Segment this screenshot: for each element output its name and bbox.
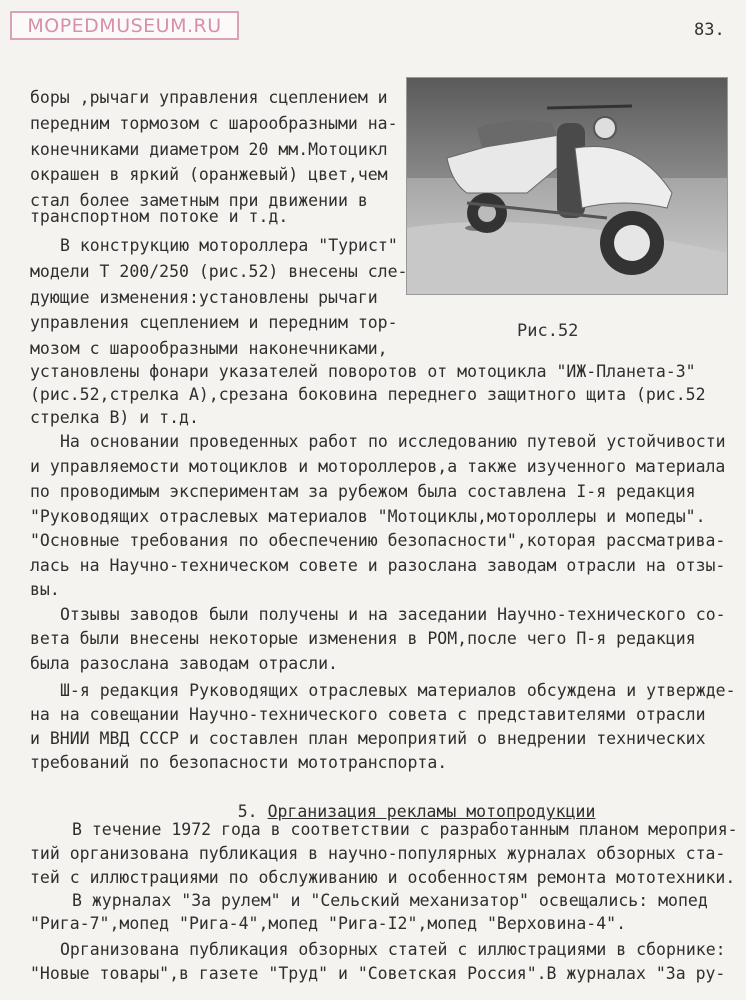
text-line: "Рига-7",мопед "Рига-4",мопед "Рига-I2",мопед "Верховина-4". <box>30 914 627 933</box>
text-line: и ВНИИ МВД СССР и составлен план мероприятий о внедрении технических <box>30 729 706 748</box>
text-line: вы. <box>30 580 60 599</box>
page-number: 83. <box>694 20 725 40</box>
text-line: В течение 1972 года в соответствии с разработанным планом мероприя- <box>72 820 738 839</box>
text-line: Организована публикация обзорных статей с иллюстрациями в сборнике: <box>60 940 726 959</box>
text-line: боры ,рычаги управления сцеплением и <box>30 88 388 107</box>
watermark-logo <box>10 11 239 40</box>
text-line: дующие изменения:установлены рычаги <box>30 288 378 307</box>
text-line: Отзывы заводов были получены и на заседании Научно-технического со- <box>60 605 726 624</box>
text-line: стрелка В) и т.д. <box>30 408 199 427</box>
text-line: В конструкцию мотороллера "Турист" <box>60 236 398 255</box>
text-line: требований по безопасности мототранспорта. <box>30 753 448 772</box>
text-line: по проводимым экспериментам за рубежом была составлена I-я редакция <box>30 482 696 501</box>
text-line: "Новые товары",в газете "Труд" и "Советская Россия".В журналах "За ру- <box>30 964 726 983</box>
text-line: "Руководящих отраслевых материалов "Мотоциклы,мотороллеры и мопеды". <box>30 507 706 526</box>
text-line: мозом с шарообразными наконечниками, <box>30 339 388 358</box>
text-line: тей с иллюстрациями по обслуживанию и особенностям ремонта мототехники. <box>30 868 736 887</box>
text-line: транспортном потоке и т.д. <box>30 207 289 226</box>
text-line: передним тормозом с шарообразными на- <box>30 114 398 133</box>
scooter-photo-image <box>407 78 727 294</box>
text-line: В журналах "За рулем" и "Сельский механизатор" освещались: мопед <box>72 891 708 910</box>
text-line: стал более заметным при движении в <box>30 191 368 210</box>
section-number: 5. <box>237 802 268 821</box>
text-line: окрашен в яркий (оранжевый) цвет,чем <box>30 165 388 184</box>
text-line: (рис.52,стрелка А),срезана боковина переднего защитного щита (рис.52 <box>30 385 706 404</box>
figure-caption: Рис.52 <box>517 321 579 341</box>
text-line: Ш-я редакция Руководящих отраслевых материалов обсуждена и утвержде- <box>60 681 736 700</box>
section-title: Организация рекламы мотопродукции <box>267 802 596 821</box>
text-line: и управляемости мотоциклов и мотороллеров,а также изученного материала <box>30 457 726 476</box>
figure-photo <box>406 77 728 295</box>
text-line: вета были внесены некоторые изменения в РОМ,после чего П-я редакция <box>30 629 696 648</box>
text-line: тий организована публикация в научно-популярных журналах обзорных ста- <box>30 844 726 863</box>
watermark-text: MOPEDMUSEUM.RU <box>27 14 222 37</box>
text-line: конечниками диаметром 20 мм.Мотоцикл <box>30 140 388 159</box>
text-line: модели Т 200/250 (рис.52) внесены сле- <box>30 262 408 281</box>
text-line: была разослана заводам отрасли. <box>30 654 338 673</box>
text-line: установлены фонари указателей поворотов от мотоцикла "ИЖ-Планета-3" <box>30 362 696 381</box>
text-line: лась на Научно-техническом совете и разослана заводам отрасли на отзы- <box>30 556 726 575</box>
text-line: управления сцеплением и передним тор- <box>30 313 398 332</box>
text-line: "Основные требования по обеспечению безопасности",которая рассматрива- <box>30 531 726 550</box>
text-line: на на совещании Научно-технического совета с представителями отрасли <box>30 705 706 724</box>
text-line: На основании проведенных работ по исследованию путевой устойчивости <box>60 432 726 451</box>
